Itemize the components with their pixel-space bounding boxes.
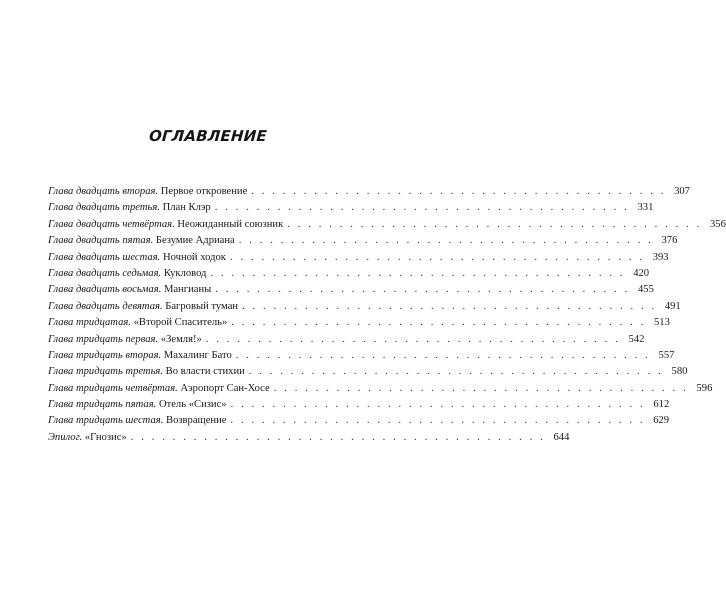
toc-entry-title: Аэропорт Сан-Хосе <box>180 382 270 394</box>
toc-entry-page-number: 307 <box>674 186 690 197</box>
toc-entry <box>48 413 670 429</box>
toc-entry-page-number: 629 <box>653 415 670 427</box>
toc-entry-page-number: 596 <box>696 382 713 394</box>
toc-entry <box>48 315 670 331</box>
toc-entry-chapter: Глава двадцать седьмая. <box>48 267 162 279</box>
toc-entry <box>48 381 713 397</box>
toc-entry <box>48 397 670 413</box>
toc-entry-title: Багровый туман <box>165 300 239 312</box>
toc-heading: ОГЛАВЛЕНИЕ <box>148 127 268 145</box>
toc-entry-leader: . . . . . . . . . . . . . . . . . . . . . . . . . . . . . . . . . . . . . . . . <box>287 218 702 230</box>
toc-entry-leader: . . . . . . . . . . . . . . . . . . . . . . . . . . . . . . . . . . . . . . . . <box>251 186 666 197</box>
toc-entry-leader: . . . . . . . . . . . . . . . . . . . . . . . . . . . . . . . . . . . . . . . . <box>248 366 664 378</box>
toc-entry-leader: . . . . . . . . . . . . . . . . . . . . . . . . . . . . . . . . . . . . . . . . <box>215 284 630 296</box>
toc-entry-title: Первое откровение <box>160 186 248 197</box>
toc-entry-leader: . . . . . . . . . . . . . . . . . . . . . . . . . . . . . . . . . . . . . . . . <box>235 349 651 361</box>
toc-entry-title: План Клэр <box>162 202 211 214</box>
toc-entry-leader: . . . . . . . . . . . . . . . . . . . . . . . . . . . . . . . . . . . . . . . . <box>230 415 646 427</box>
toc-entry-leader: . . . . . . . . . . . . . . . . . . . . . . . . . . . . . . . . . . . . . . . . <box>231 317 646 329</box>
toc-entry-title: Махалинг Бато <box>163 349 232 361</box>
toc-entry-page-number: 491 <box>664 300 681 312</box>
toc-entry <box>48 217 726 233</box>
toc-entry-leader: . . . . . . . . . . . . . . . . . . . . . . . . . . . . . . . . . . . . . . . . <box>205 333 621 345</box>
toc-entry-chapter: Эпилог. <box>48 431 83 443</box>
toc-entry-title: Кукловод <box>163 267 207 279</box>
toc-entry-title: Мангианы <box>163 284 212 296</box>
toc-entry-chapter: Глава тридцать четвёртая. <box>48 382 178 394</box>
toc-entry-page-number: 356 <box>709 218 726 230</box>
toc-entry-chapter: Глава двадцать пятая. <box>48 235 154 247</box>
toc-entry <box>48 299 681 315</box>
toc-entry-title: Отель «Сизис» <box>158 399 227 411</box>
toc-entry-page-number: 612 <box>653 399 670 411</box>
toc-entry-title: Возвращение <box>166 415 227 427</box>
toc-entry-page-number: 393 <box>652 251 669 263</box>
toc-entry-chapter: Глава двадцать шестая. <box>48 251 161 263</box>
toc-entry-page-number: 580 <box>671 366 688 378</box>
toc-entry-leader: . . . . . . . . . . . . . . . . . . . . . . . . . . . . . . . . . . . . . . . . <box>230 399 646 411</box>
toc-entry <box>48 250 669 266</box>
toc-entry-leader: . . . . . . . . . . . . . . . . . . . . . . . . . . . . . . . . . . . . . . . . <box>214 202 630 214</box>
toc-entry-chapter: Глава двадцать третья. <box>48 202 160 214</box>
toc-entry-chapter: Глава двадцать восьмая. <box>48 284 162 296</box>
toc-entry <box>48 184 690 200</box>
toc-entry-page-number: 420 <box>633 267 650 279</box>
toc-entry-chapter: Глава тридцать вторая. <box>48 349 162 361</box>
toc-entry-chapter: Глава двадцать четвёртая. <box>48 218 175 230</box>
toc-entry-chapter: Глава тридцать первая. <box>48 333 159 345</box>
toc-entry-title: Безумие Адриана <box>155 235 235 247</box>
toc-list <box>48 184 726 446</box>
toc-entry-page-number: 513 <box>654 317 670 329</box>
toc-entry-title: «Земля!» <box>160 333 202 345</box>
toc-entry-title: «Второй Спаситель» <box>133 317 228 329</box>
toc-entry-leader: . . . . . . . . . . . . . . . . . . . . . . . . . . . . . . . . . . . . . . . . <box>238 235 654 247</box>
toc-entry-page-number: 644 <box>553 431 570 443</box>
toc-entry-title: Во власти стихии <box>165 366 245 378</box>
toc-entry <box>48 233 678 249</box>
toc-entry-page-number: 331 <box>637 202 654 214</box>
toc-entry <box>48 364 688 380</box>
toc-entry-chapter: Глава тридцать третья. <box>48 366 163 378</box>
toc-entry <box>48 332 645 348</box>
toc-entry-page-number: 557 <box>658 349 675 361</box>
toc-entry-title: Неожиданный союзник <box>177 218 284 230</box>
toc-entry-leader: . . . . . . . . . . . . . . . . . . . . . . . . . . . . . . . . . . . . . . . . <box>130 431 546 443</box>
toc-entry <box>48 348 675 364</box>
toc-entry-chapter: Глава двадцать вторая. <box>48 186 159 197</box>
toc-entry-page-number: 542 <box>628 333 645 345</box>
toc-entry-page-number: 455 <box>637 284 654 296</box>
toc-entry <box>48 200 654 216</box>
toc-entry <box>48 282 654 298</box>
toc-entry-chapter: Глава тридцатая. <box>48 317 131 329</box>
toc-entry-leader: . . . . . . . . . . . . . . . . . . . . . . . . . . . . . . . . . . . . . . . . <box>229 251 645 263</box>
toc-entry <box>48 430 570 446</box>
toc-entry-chapter: Глава тридцать шестая. <box>48 415 164 427</box>
toc-entry-title: Ночной ходок <box>162 251 226 263</box>
toc-entry-leader: . . . . . . . . . . . . . . . . . . . . . . . . . . . . . . . . . . . . . . . . <box>210 267 626 279</box>
toc-entry-page-number: 376 <box>661 235 678 247</box>
toc-entry-chapter: Глава двадцать девятая. <box>48 300 163 312</box>
toc-entry-leader: . . . . . . . . . . . . . . . . . . . . . . . . . . . . . . . . . . . . . . . . <box>242 300 657 312</box>
toc-entry-title: «Гнозис» <box>84 431 127 443</box>
toc-entry-leader: . . . . . . . . . . . . . . . . . . . . . . . . . . . . . . . . . . . . . . . . <box>273 382 689 394</box>
toc-entry-chapter: Глава тридцать пятая. <box>48 399 157 411</box>
toc-entry <box>48 266 650 282</box>
